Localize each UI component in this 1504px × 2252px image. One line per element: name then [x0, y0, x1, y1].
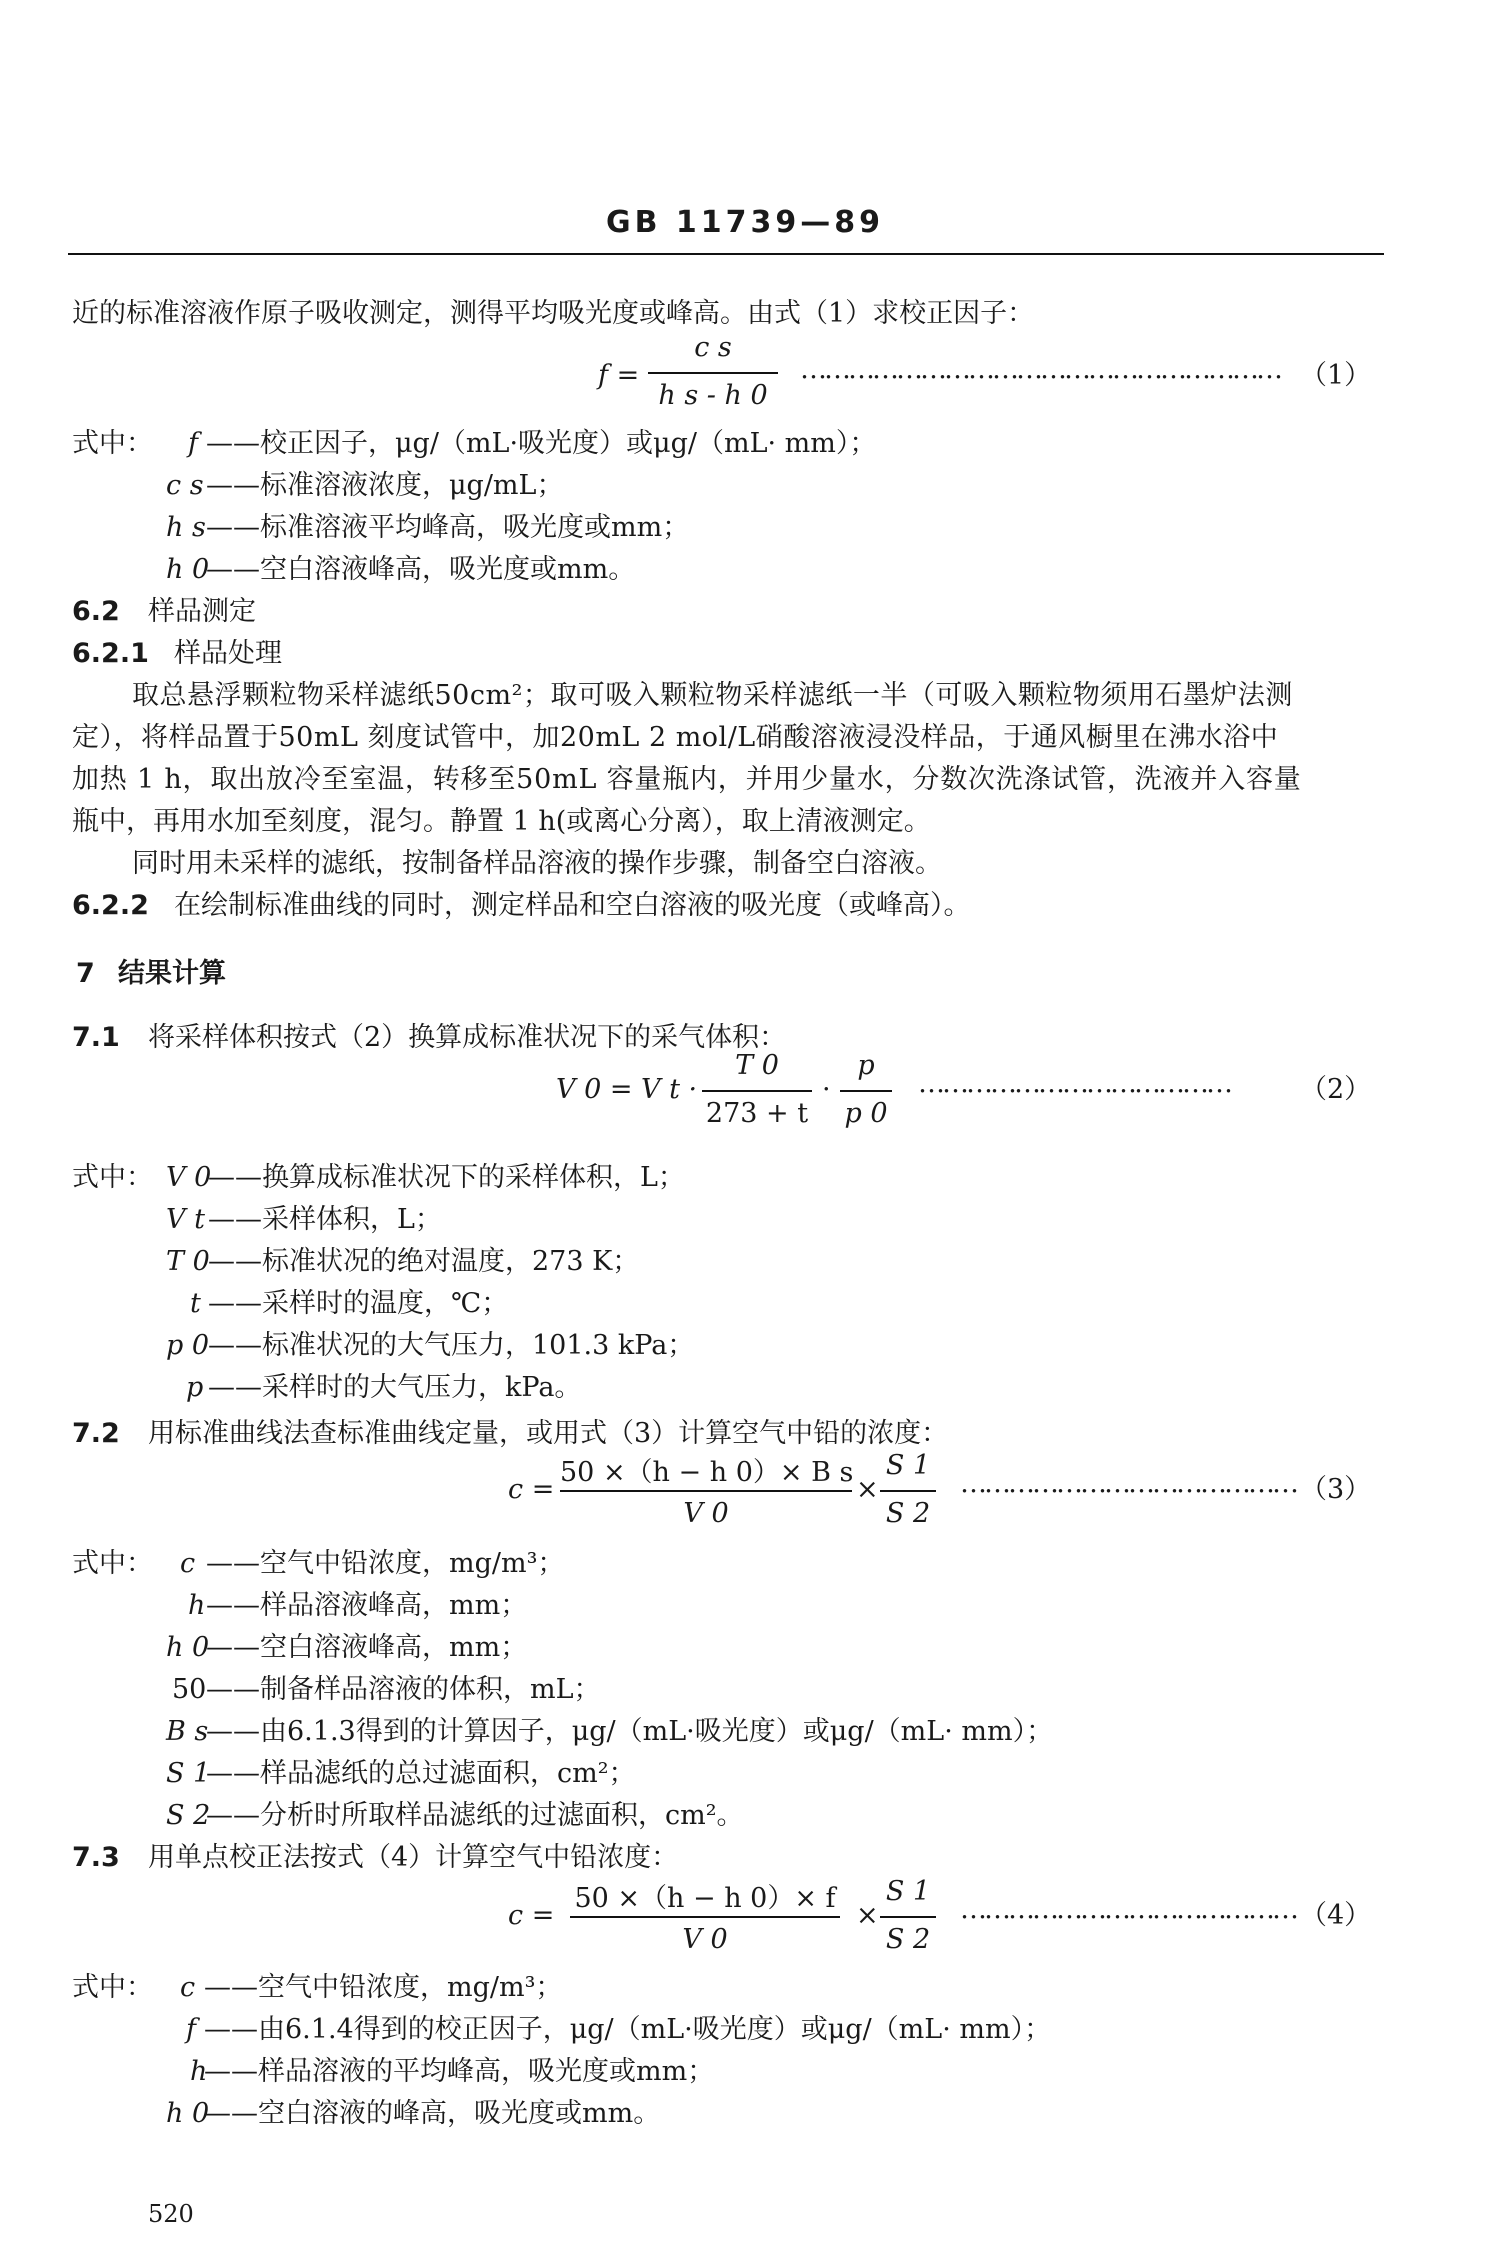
defs4-symbol: f [186, 2014, 196, 2045]
section-6-2-2-number: 6.2.2 [72, 890, 149, 921]
eq1-numerator: c s [694, 332, 732, 363]
defs2-symbol: p [186, 1372, 204, 1403]
paragraph-line: 加热 1 h，取出放冷至室温，转移至50mL 容量瓶内，并用少量水，分数次洗涤试管，洗液并入容量 [72, 764, 1302, 795]
eq3-denominator-2: S 2 [885, 1498, 931, 1529]
eq2-numerator-2: p [857, 1050, 875, 1081]
defs2-symbol: p 0 [166, 1330, 210, 1361]
paragraph-blank-solution: 同时用未采样的滤纸，按制备样品溶液的操作步骤，制备空白溶液。 [132, 848, 942, 879]
eq4-denominator-2: S 2 [885, 1924, 931, 1955]
eq1-fraction-bar [648, 372, 778, 374]
defs3-text: ——空气中铅浓度，mg/m³； [206, 1548, 565, 1579]
eq3-fraction-bar-2 [880, 1490, 936, 1492]
eq4-denominator-1: V 0 [682, 1924, 728, 1955]
defs3-symbol: B s [166, 1716, 209, 1747]
eq2-fraction-bar-1 [702, 1090, 812, 1092]
defs1-text: ——标准溶液平均峰高，吸光度或mm； [206, 512, 690, 543]
defs2-text: ——换算成标准状况下的采样体积，L； [208, 1162, 685, 1193]
defs3-symbol: S 1 [166, 1758, 211, 1789]
defs2-symbol: V 0 [166, 1162, 212, 1193]
eq2-lhs: V 0 = V t · [556, 1074, 698, 1105]
eq2-dots: ………………………………… [918, 1068, 1230, 1099]
section-6-2-number: 6.2 [72, 596, 120, 627]
defs3-symbol: h 0 [166, 1632, 210, 1663]
eq4-number: （4） [1300, 1900, 1372, 1931]
defs1-text: ——标准溶液浓度，μg/mL； [206, 470, 564, 501]
defs4-text: ——空白溶液的峰高，吸光度或mm。 [204, 2098, 661, 2129]
defs2-symbol: t [190, 1288, 201, 1319]
defs1-prefix: 式中： [72, 428, 153, 459]
eq3-times: × [856, 1474, 879, 1505]
eq4-lhs: c = [508, 1900, 555, 1931]
defs2-symbol: T 0 [166, 1246, 210, 1277]
section-7-3-number: 7.3 [72, 1842, 120, 1873]
defs1-symbol: c s [166, 470, 204, 501]
eq3-numerator-2: S 1 [885, 1450, 931, 1481]
paragraph-line: 定），将样品置于50mL 刻度试管中，加20mL 2 mol/L硝酸溶液浸没样品，于通风橱里在沸水浴中 [72, 722, 1279, 753]
defs1-symbol: h s [166, 512, 206, 543]
defs3-text: ——由6.1.3得到的计算因子，μg/（mL·吸光度）或μg/（mL· mm）； [206, 1716, 1054, 1747]
section-7-title: 结果计算 [118, 958, 226, 989]
eq3-fraction-bar-1 [560, 1490, 852, 1492]
eq2-number: （2） [1300, 1074, 1372, 1105]
eq2-denominator-1: 273 + t [705, 1098, 809, 1129]
defs3-text: ——样品滤纸的总过滤面积，cm²； [206, 1758, 636, 1789]
section-7-1-text: 将采样体积按式（2）换算成标准状况下的采气体积： [148, 1022, 787, 1053]
eq4-numerator-1: 50 ×（h − h 0）× f [574, 1883, 836, 1914]
eq1-fraction [648, 332, 778, 422]
section-6-2-1-number: 6.2.1 [72, 638, 149, 669]
eq1-number: （1） [1300, 360, 1372, 391]
defs1-text: ——空白溶液峰高，吸光度或mm。 [206, 554, 636, 585]
eq3-fraction-2 [880, 1450, 936, 1540]
eq1-denominator: h s - h 0 [658, 380, 768, 411]
defs4-text: ——样品溶液的平均峰高，吸光度或mm； [204, 2056, 715, 2087]
eq2-fraction-bar-2 [840, 1090, 892, 1092]
eq2-numerator-1: T 0 [735, 1050, 779, 1081]
defs2-text: ——采样体积，L； [208, 1204, 442, 1235]
eq3-denominator-1: V 0 [683, 1498, 729, 1529]
eq4-dots: …………………………………… [960, 1894, 1296, 1925]
defs2-text: ——标准状况的绝对温度，273 K； [208, 1246, 640, 1277]
eq2-fraction-2 [840, 1050, 892, 1140]
eq3-dots: …………………………………… [960, 1468, 1296, 1499]
defs1-symbol: h 0 [166, 554, 210, 585]
defs3-symbol: h [188, 1590, 206, 1621]
defs4-symbol: c [180, 1972, 196, 2003]
defs3-symbol: 50 [172, 1674, 207, 1705]
eq3-numerator-1: 50 ×（h − h 0）× B s [560, 1457, 854, 1488]
eq3-lhs: c = [508, 1474, 555, 1505]
section-6-2-1-title: 样品处理 [174, 638, 282, 669]
defs3-symbol: S 2 [166, 1800, 211, 1831]
defs3-symbol: c [180, 1548, 196, 1579]
section-6-2-2-text: 在绘制标准曲线的同时，测定样品和空白溶液的吸光度（或峰高）。 [174, 890, 971, 921]
defs4-symbol: h [190, 2056, 208, 2087]
section-7-2-number: 7.2 [72, 1418, 120, 1449]
defs4-text: ——空气中铅浓度，mg/m³； [204, 1972, 563, 2003]
section-7-1-number: 7.1 [72, 1022, 120, 1053]
section-7-3-text: 用单点校正法按式（4）计算空气中铅浓度： [148, 1842, 679, 1873]
eq3-fraction-1 [560, 1450, 852, 1540]
header-rule [68, 253, 1384, 255]
document-header: GB 11739—89 [606, 205, 885, 240]
section-7-2-text: 用标准曲线法查标准曲线定量，或用式（3）计算空气中铅的浓度： [148, 1418, 949, 1449]
eq4-fraction-bar-2 [880, 1916, 936, 1918]
defs2-text: ——采样时的大气压力，kPa。 [208, 1372, 582, 1403]
eq4-times: × [856, 1900, 879, 1931]
eq4-numerator-2: S 1 [885, 1876, 931, 1907]
defs4-symbol: h 0 [166, 2098, 210, 2129]
page-number: 520 [148, 2200, 194, 2228]
paragraph-line: 瓶中，再用水加至刻度，混匀。静置 1 h(或离心分离），取上清液测定。 [72, 806, 931, 837]
paragraph-line: 取总悬浮颗粒物采样滤纸50cm²；取可吸入颗粒物采样滤纸一半（可吸入颗粒物须用石墨炉法测 [132, 680, 1293, 711]
defs1-symbol: f [188, 428, 198, 459]
eq4-fraction-1 [570, 1876, 840, 1966]
eq2-denominator-2: p 0 [844, 1098, 888, 1129]
eq2-dot: · [822, 1074, 831, 1105]
defs3-text: ——空白溶液峰高，mm； [206, 1632, 528, 1663]
defs2-text: ——标准状况的大气压力，101.3 kPa； [208, 1330, 695, 1361]
eq3-number: （3） [1300, 1474, 1372, 1505]
section-6-2-title: 样品测定 [148, 596, 256, 627]
eq4-fraction-bar-1 [570, 1916, 840, 1918]
defs3-text: ——样品溶液峰高，mm； [206, 1590, 528, 1621]
defs3-text: ——分析时所取样品滤纸的过滤面积，cm²。 [206, 1800, 744, 1831]
section-7-number: 7 [76, 958, 95, 989]
defs4-text: ——由6.1.4得到的校正因子，μg/（mL·吸光度）或μg/（mL· mm）； [204, 2014, 1052, 2045]
defs2-symbol: V t [166, 1204, 205, 1235]
eq1-dots: …………………………………………………… [800, 354, 1280, 385]
defs4-prefix: 式中： [72, 1972, 153, 2003]
eq1-lhs: f = [598, 360, 640, 391]
defs3-text: ——制备样品溶液的体积，mL； [206, 1674, 601, 1705]
eq2-fraction-1 [702, 1050, 812, 1140]
eq4-fraction-2 [880, 1876, 936, 1966]
defs2-text: ——采样时的温度，℃； [208, 1288, 509, 1319]
defs3-prefix: 式中： [72, 1548, 153, 1579]
defs2-prefix: 式中： [72, 1162, 153, 1193]
intro-line: 近的标准溶液作原子吸收测定，测得平均吸光度或峰高。由式（1）求校正因子： [72, 298, 1035, 329]
defs1-text: ——校正因子，μg/（mL·吸光度）或μg/（mL· mm）； [206, 428, 877, 459]
